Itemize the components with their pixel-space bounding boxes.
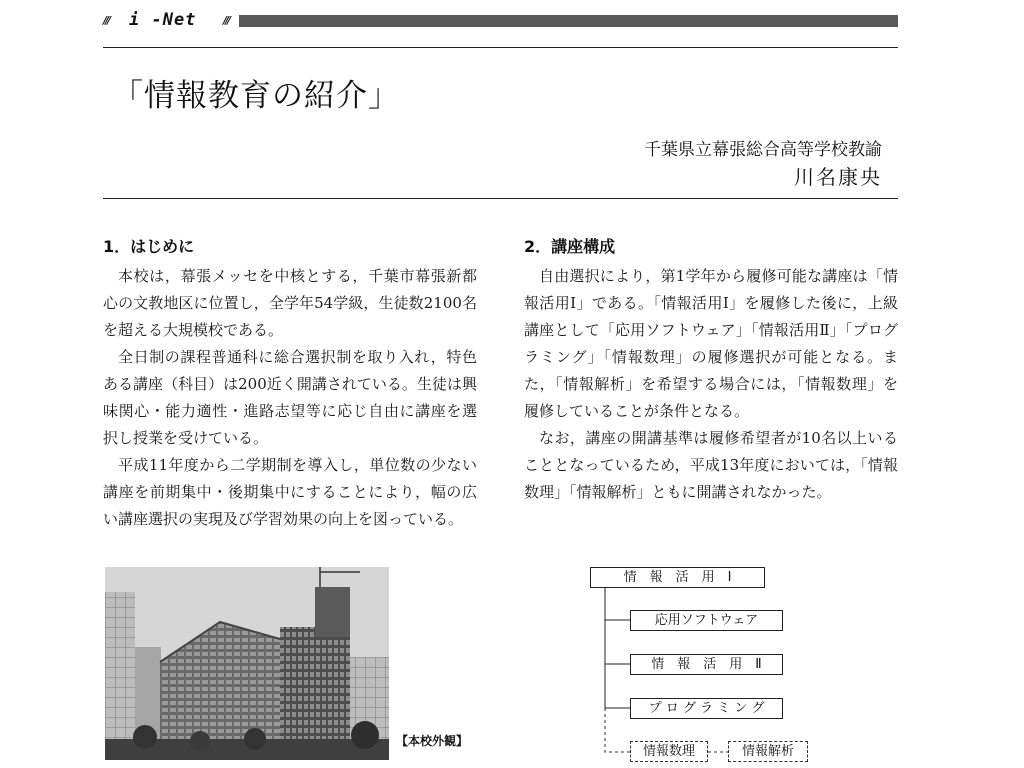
title-divider	[103, 198, 898, 199]
diagram-child-box: プ ロ グ ラ ミ ン グ	[630, 698, 783, 719]
author-name: 川名康央	[794, 165, 882, 189]
header-band	[103, 10, 898, 30]
photo-caption: 【本校外観】	[396, 734, 469, 748]
paragraph: 本校は，幕張メッセを中核とする，千葉市幕張新都心の文教地区に位置し，全学年54学級，生徒数2100名を超える大規模校である。	[103, 267, 477, 339]
diagram-child-box: 応用ソフトウェア	[630, 610, 783, 631]
paragraph: 全日制の課程普通科に総合選択制を取り入れ，特色ある講座（科目）は200近く開講されている。生徒は興味関心・能力適性・進路志望等に応じ自由に講座を選択し授業を受けている。	[103, 348, 477, 447]
top-divider	[103, 47, 898, 48]
section-heading: 2．講座構成	[524, 237, 616, 256]
section-heading: 1．はじめに	[103, 237, 195, 256]
school-photo	[105, 567, 389, 760]
paragraph: 平成11年度から二学期制を導入し，単位数の少ない講座を前期集中・後期集中にすることにより，幅の広い講座選択の実現及び学習効果の向上を図っている。	[103, 456, 477, 528]
section-introduction	[103, 236, 477, 533]
header-bar	[239, 15, 898, 27]
course-diagram	[590, 560, 820, 768]
diagram-child-box: 情 報 活 用 Ⅱ	[630, 654, 783, 675]
section-course-structure	[524, 236, 898, 506]
header-slash-left: ///	[103, 14, 110, 27]
brand-logo: i -Net	[129, 10, 197, 30]
diagram-root-box: 情 報 活 用 Ⅰ	[590, 567, 765, 588]
diagram-optional-box: 情報数理	[630, 741, 708, 762]
paragraph: なお，講座の開講基準は履修希望者が10名以上いることとなっているため，平成13年度においては，「情報数理」「情報解析」ともに開講されなかった。	[524, 429, 898, 501]
paragraph: 自由選択により，第1学年から履修可能な講座は「情報活用Ⅰ」である。「情報活用Ⅰ」を履修した後に，上級講座として「応用ソフトウェア」「情報活用Ⅱ」「プログラミング」「情報数理」の履修選択が可能となる。また，「情報解析」を希望する場合には，「情報数理」を履修していることが条件となる。	[524, 267, 898, 420]
author-affiliation: 千葉県立幕張総合高等学校教諭	[644, 140, 882, 160]
header-slash-right: ///	[223, 14, 230, 27]
diagram-optional-box: 情報解析	[728, 741, 808, 762]
article-title: 「情報教育の紹介」	[112, 78, 400, 114]
